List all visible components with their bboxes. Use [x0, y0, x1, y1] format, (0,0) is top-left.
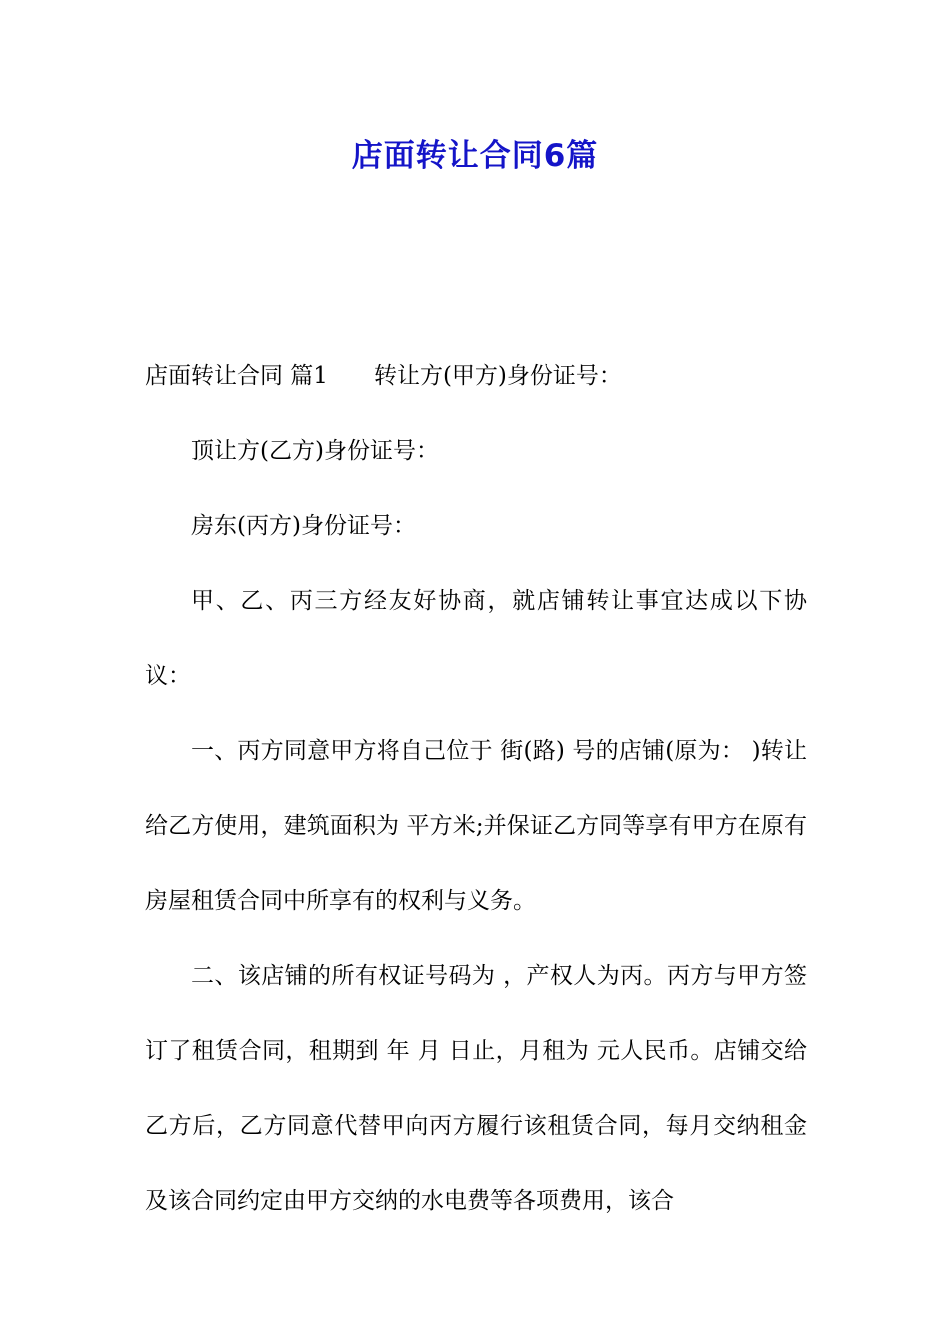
- paragraph-clause-2: 二、该店铺的所有权证号码为 ，产权人为丙。丙方与甲方签订了租赁合同，租期到 年 月 日止，月租为 元人民币。店铺交给乙方后，乙方同意代替甲向丙方履行该租赁合同，每月交纳租金及该合同约定由甲方交纳的水电费等各项费用，该合: [145, 963, 807, 1214]
- paragraph-landlord: 房东(丙方)身份证号：: [191, 513, 416, 539]
- paragraph-clause-1: 一、丙方同意甲方将自己位于 街(路) 号的店铺(原为： )转让给乙方使用，建筑面积为 平方米;并保证乙方同等享有甲方在原有房屋租赁合同中所享有的权利与义务。: [145, 738, 807, 914]
- paragraph-transferee: 顶让方(乙方)身份证号：: [191, 438, 439, 464]
- document-title: 店面转让合同6篇: [351, 138, 599, 174]
- section-heading: 店面转让合同 篇1: [145, 363, 328, 389]
- paragraph-preamble: 甲、乙、丙三方经友好协商，就店铺转让事宜达成以下协议：: [145, 588, 807, 689]
- document-body: [145, 339, 807, 1239]
- paragraph-transferor: 转让方(甲方)身份证号：: [373, 363, 622, 389]
- first-line: [145, 339, 807, 414]
